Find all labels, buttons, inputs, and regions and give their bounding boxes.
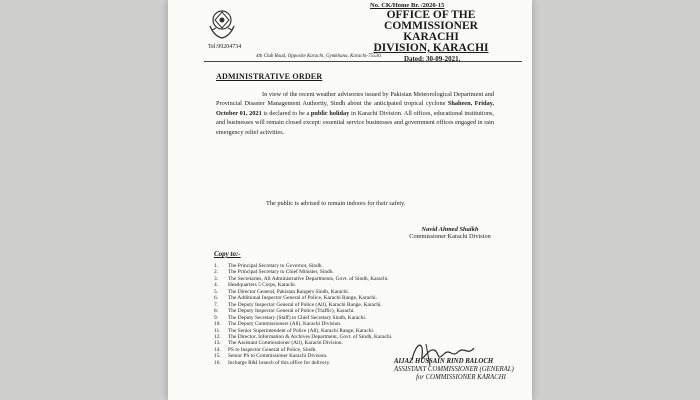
assistant-commissioner-signatory: [394, 358, 526, 381]
commissioner-name: Navid Ahmed Shaikh: [421, 226, 479, 233]
office-line-2: COMMISSIONER KARACHI: [384, 20, 478, 43]
para-text-3: in Karachi Division. All offices, educational institutions, and businesses will remain closed except: essential service businesses and government offices engaged in rain emergency relief activities.: [216, 109, 495, 136]
para-bold-holiday: public holiday: [310, 109, 350, 117]
para-text-2: is declared to be a: [261, 109, 311, 117]
copy-to-item-number: 6.: [214, 295, 219, 302]
office-line-3: DIVISION, KARACHI: [373, 42, 489, 54]
copy-to-item: [214, 360, 392, 366]
signatory-title-2: for COMMISSIONER KARACHI: [416, 374, 506, 381]
copy-to-item-number: 8.: [214, 308, 219, 315]
copy-to-item-number: 3.: [214, 275, 219, 282]
copy-to-item-number: 7.: [214, 301, 219, 308]
copy-to-item-number: 14.: [214, 346, 221, 353]
copy-to-item-number: 4.: [214, 282, 219, 289]
copy-to-item-text: Incharge R&I branch of this office for delivery.: [228, 359, 331, 366]
copy-to-item-text: The Director General, Pakistan Rangers Sindh, Karachi.: [228, 288, 350, 295]
date-line: Dated: 30-09-2021.: [404, 55, 461, 63]
copy-to-item-text: The Deputy Secretary (Staff) to Chief Secretary Sindh, Karachi.: [228, 314, 367, 321]
advisory-line: The public is advised to remain indoors for their safety.: [266, 200, 406, 207]
copy-to-item-number: 5.: [214, 288, 219, 295]
copy-to-item-number: 1.: [214, 263, 219, 269]
copy-to-item-text: Senior PS to Commissioner Karachi Division.: [228, 353, 328, 360]
para-text-1: In view of the recent weather advisories issued by Pakistan Meteorological Department and Provincial Disaster Management Authority, Sindh about the anticipated tropical cyclone: [216, 91, 494, 108]
copy-to-item-text: PS to Inspector General of Police, Sindh.: [228, 346, 317, 353]
office-address: 4th Club Road, Opposite Karachi, Gymkhana, Karachi-75530.: [256, 54, 382, 59]
copy-to-item-text: The Principal Secretary to Governor, Sindh.: [228, 263, 323, 269]
copy-to-item-text: Headquarters 5 Corps, Karachi.: [228, 282, 297, 289]
header-divider: [204, 61, 522, 62]
order-title: ADMINISTRATIVE ORDER: [216, 72, 323, 81]
copy-to-item-text: The Principal Secretary to Chief Minister, Sindh.: [228, 269, 334, 276]
office-name: [356, 10, 506, 54]
signatory-title-1: ASSISTANT COMMISSIONER (GENERAL): [394, 366, 514, 373]
copy-to-item-number: 15.: [214, 353, 221, 360]
copy-to-item-text: The Additional Inspector General of Police, Karachi Range, Karachi.: [228, 295, 377, 302]
copy-to-item-text: The Deputy Inspector General of Police (Traffic), Karachi.: [228, 308, 355, 315]
copy-to-item-text: The Director, Information & Archives Department, Govt. of Sindh, Karachi.: [228, 333, 393, 340]
copy-to-item-number: 9.: [214, 314, 219, 321]
para-bold-date: Shaheen, Friday, October 01, 2021: [216, 100, 494, 117]
copy-to-item-text: The Senior Superintendent of Police (All), Karachi Range, Karachi.: [228, 327, 375, 334]
commissioner-designation: Commissioner Karachi Division: [409, 233, 491, 240]
signatory-name: AIJAZ HUSSAIN RIND BALOCH: [394, 358, 494, 365]
copy-to-item-number: 13.: [214, 340, 221, 347]
reference-number: No. CK/Home Br. /2020-15: [370, 2, 445, 9]
telephone-number: Tel:99204734: [208, 44, 242, 50]
copy-to-item-text: The Deputy Commissioners (All), Karachi Division.: [228, 321, 342, 328]
document-sheet: [168, 0, 532, 400]
office-line-1: OFFICE OF THE: [386, 9, 476, 21]
copy-to-item-number: 16.: [214, 359, 221, 366]
order-paragraph: [216, 90, 494, 137]
copy-to-heading: Copy to:-: [214, 250, 241, 258]
copy-to-list: [214, 263, 392, 366]
commissioner-signatory: [390, 226, 510, 240]
government-seal-icon: [206, 6, 238, 40]
copy-to-item-text: The Deputy Inspector General of Police (All), Karachi Range, Karachi.: [228, 301, 382, 308]
copy-to-item-number: 11.: [214, 327, 221, 334]
copy-to-item-number: 12.: [214, 333, 221, 340]
copy-to-item-text: The Secretaries, All Administrative Departments, Govt. of Sindh, Karachi.: [228, 275, 389, 282]
copy-to-item-number: 10.: [214, 321, 221, 328]
copy-to-item-text: The Assistant Commissioner (All), Karachi Division.: [228, 340, 343, 347]
copy-to-item-number: 2.: [214, 269, 219, 276]
